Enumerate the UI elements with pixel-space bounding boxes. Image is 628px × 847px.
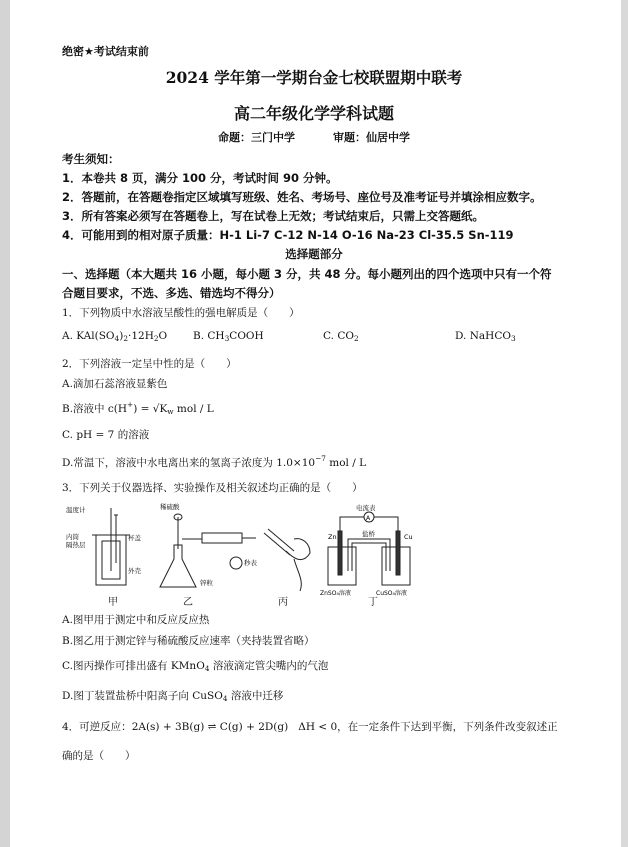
caption-bing: 丙 [278, 597, 288, 608]
label-zinc: 锌粒 [200, 579, 213, 587]
label-thermometer: 温度计 [66, 506, 86, 514]
q4-enthalpy: ΔH < 0 [298, 721, 338, 733]
notice-item: 4．可能用到的相对原子质量：H-1 Li-7 C-12 N-14 O-16 Na-23 Cl-35.5 Sn-119 [62, 228, 514, 242]
q3-option-d: D.图丁装置盐桥中阳离子向 CuSO$_4$ 溶液中迁移 [62, 690, 284, 703]
q2-option-b: B.溶液中 $c(H^+) = √K_w$ mol / L [62, 400, 214, 416]
q1-option-d: D. NaHCO$_3$ [455, 330, 516, 343]
notice-item: 3．所有答案必须写在答题卷上，写在试卷上无效；考试结束后，只需上交答题纸。 [62, 209, 484, 223]
label-insulation: 隔热层 [66, 541, 86, 549]
setter-label: 命题：三门中学 [218, 131, 295, 144]
exam-subtitle: 高二年级化学学科试题 [233, 104, 394, 123]
label-salt-bridge: 盐桥 [362, 530, 375, 538]
label-znso4-solution: ZnSO₄溶液 [320, 590, 351, 597]
label-inner-cylinder: 内筒 [66, 533, 79, 541]
q1-stem: 1．下列物质中水溶液呈酸性的强电解质是（ ） [62, 307, 300, 319]
notice-item: 2．答题前，在答题卷指定区域填写班级、姓名、考场号、座位号及准考证号并填涂相应数字。 [62, 190, 542, 204]
q3-apparatus-figure [64, 503, 424, 603]
section-intro-line1: 一、选择题（本大题共 16 小题，每小题 3 分，共 48 分。每小题列出的四个选项中只有一个符 [62, 267, 552, 281]
q2-option-d: D.常温下，溶液中水电离出来的氢离子浓度为 $1.0\times 10^{-7}$ mol / L [62, 454, 367, 469]
flask-syringe-diagram [160, 514, 256, 587]
label-zn-electrode: Zn [328, 533, 337, 541]
q3-option-b: B.图乙用于测定锌与稀硫酸反应速率（夹持装置省略） [62, 635, 315, 647]
caption-ding: 丁 [368, 597, 378, 608]
section-title: 选择题部分 [285, 247, 343, 261]
q4-stem: 4．可逆反应：2A(s) + 3B(g) ⇌ C(g) + 2D(g) ΔH < 0，在一定条件下达到平衡，下列条件改变叙述正 [62, 721, 558, 733]
burette-hand-diagram [264, 529, 310, 591]
q2-option-a: A.滴加石蕊溶液显紫色 [62, 378, 168, 390]
ammeter-symbol: A [366, 515, 371, 522]
q3-option-a: A.图甲用于测定中和反应反应热 [62, 614, 210, 626]
q1-option-b: B. $CH_3COOH$ [193, 330, 264, 343]
q3-stem: 3．下列关于仪器选择、实验操作及相关叙述均正确的是（ ） [62, 482, 363, 494]
label-stopwatch: 秒表 [244, 559, 257, 567]
label-dilute-acid: 稀硫酸 [160, 503, 180, 511]
label-lid: 杯盖 [128, 534, 141, 542]
label-cu-electrode: Cu [404, 533, 413, 541]
q2-stem: 2．下列溶液一定呈中性的是（ ） [62, 358, 237, 370]
reviewer-label: 审题：仙居中学 [333, 131, 410, 144]
calorimeter-diagram [92, 508, 130, 585]
q1-option-c: C. $CO_2$ [323, 330, 359, 343]
section-intro-line2: 合题目要求，不选、多选、错选均不得分） [62, 286, 281, 300]
exam-title: 2024 学年第一学期台金七校联盟期中联考 [165, 68, 463, 87]
q4-equation: 2A(s) + 3B(g) ⇌ C(g) + 2D(g) [131, 721, 289, 733]
scrollbar[interactable] [621, 0, 628, 847]
notice-heading: 考生须知： [62, 152, 120, 166]
label-outer-shell: 外壳 [128, 567, 141, 575]
label-ammeter: 电流表 [356, 504, 376, 512]
galvanic-cell-diagram [328, 512, 410, 585]
confidential-label: 绝密★考试结束前 [62, 45, 149, 58]
q1-option-a: A. $KAl(SO_4)_2\cdot 12H_2O$ [62, 330, 168, 343]
label-cuso4-solution: CuSO₄溶液 [376, 590, 407, 597]
q2-option-c: C. pH = 7 的溶液 [62, 429, 150, 441]
authors-line [0, 129, 628, 145]
notice-item: 1．本卷共 8 页，满分 100 分，考试时间 90 分钟。 [62, 171, 338, 185]
caption-yi: 乙 [183, 597, 193, 608]
q3-option-c: C.图丙操作可排出盛有 KMnO$_4$ 溶液滴定管尖嘴内的气泡 [62, 660, 329, 673]
caption-jia: 甲 [108, 597, 118, 608]
q4-stem-line2: 确的是（ ） [62, 750, 136, 762]
page-left-edge [0, 0, 10, 847]
